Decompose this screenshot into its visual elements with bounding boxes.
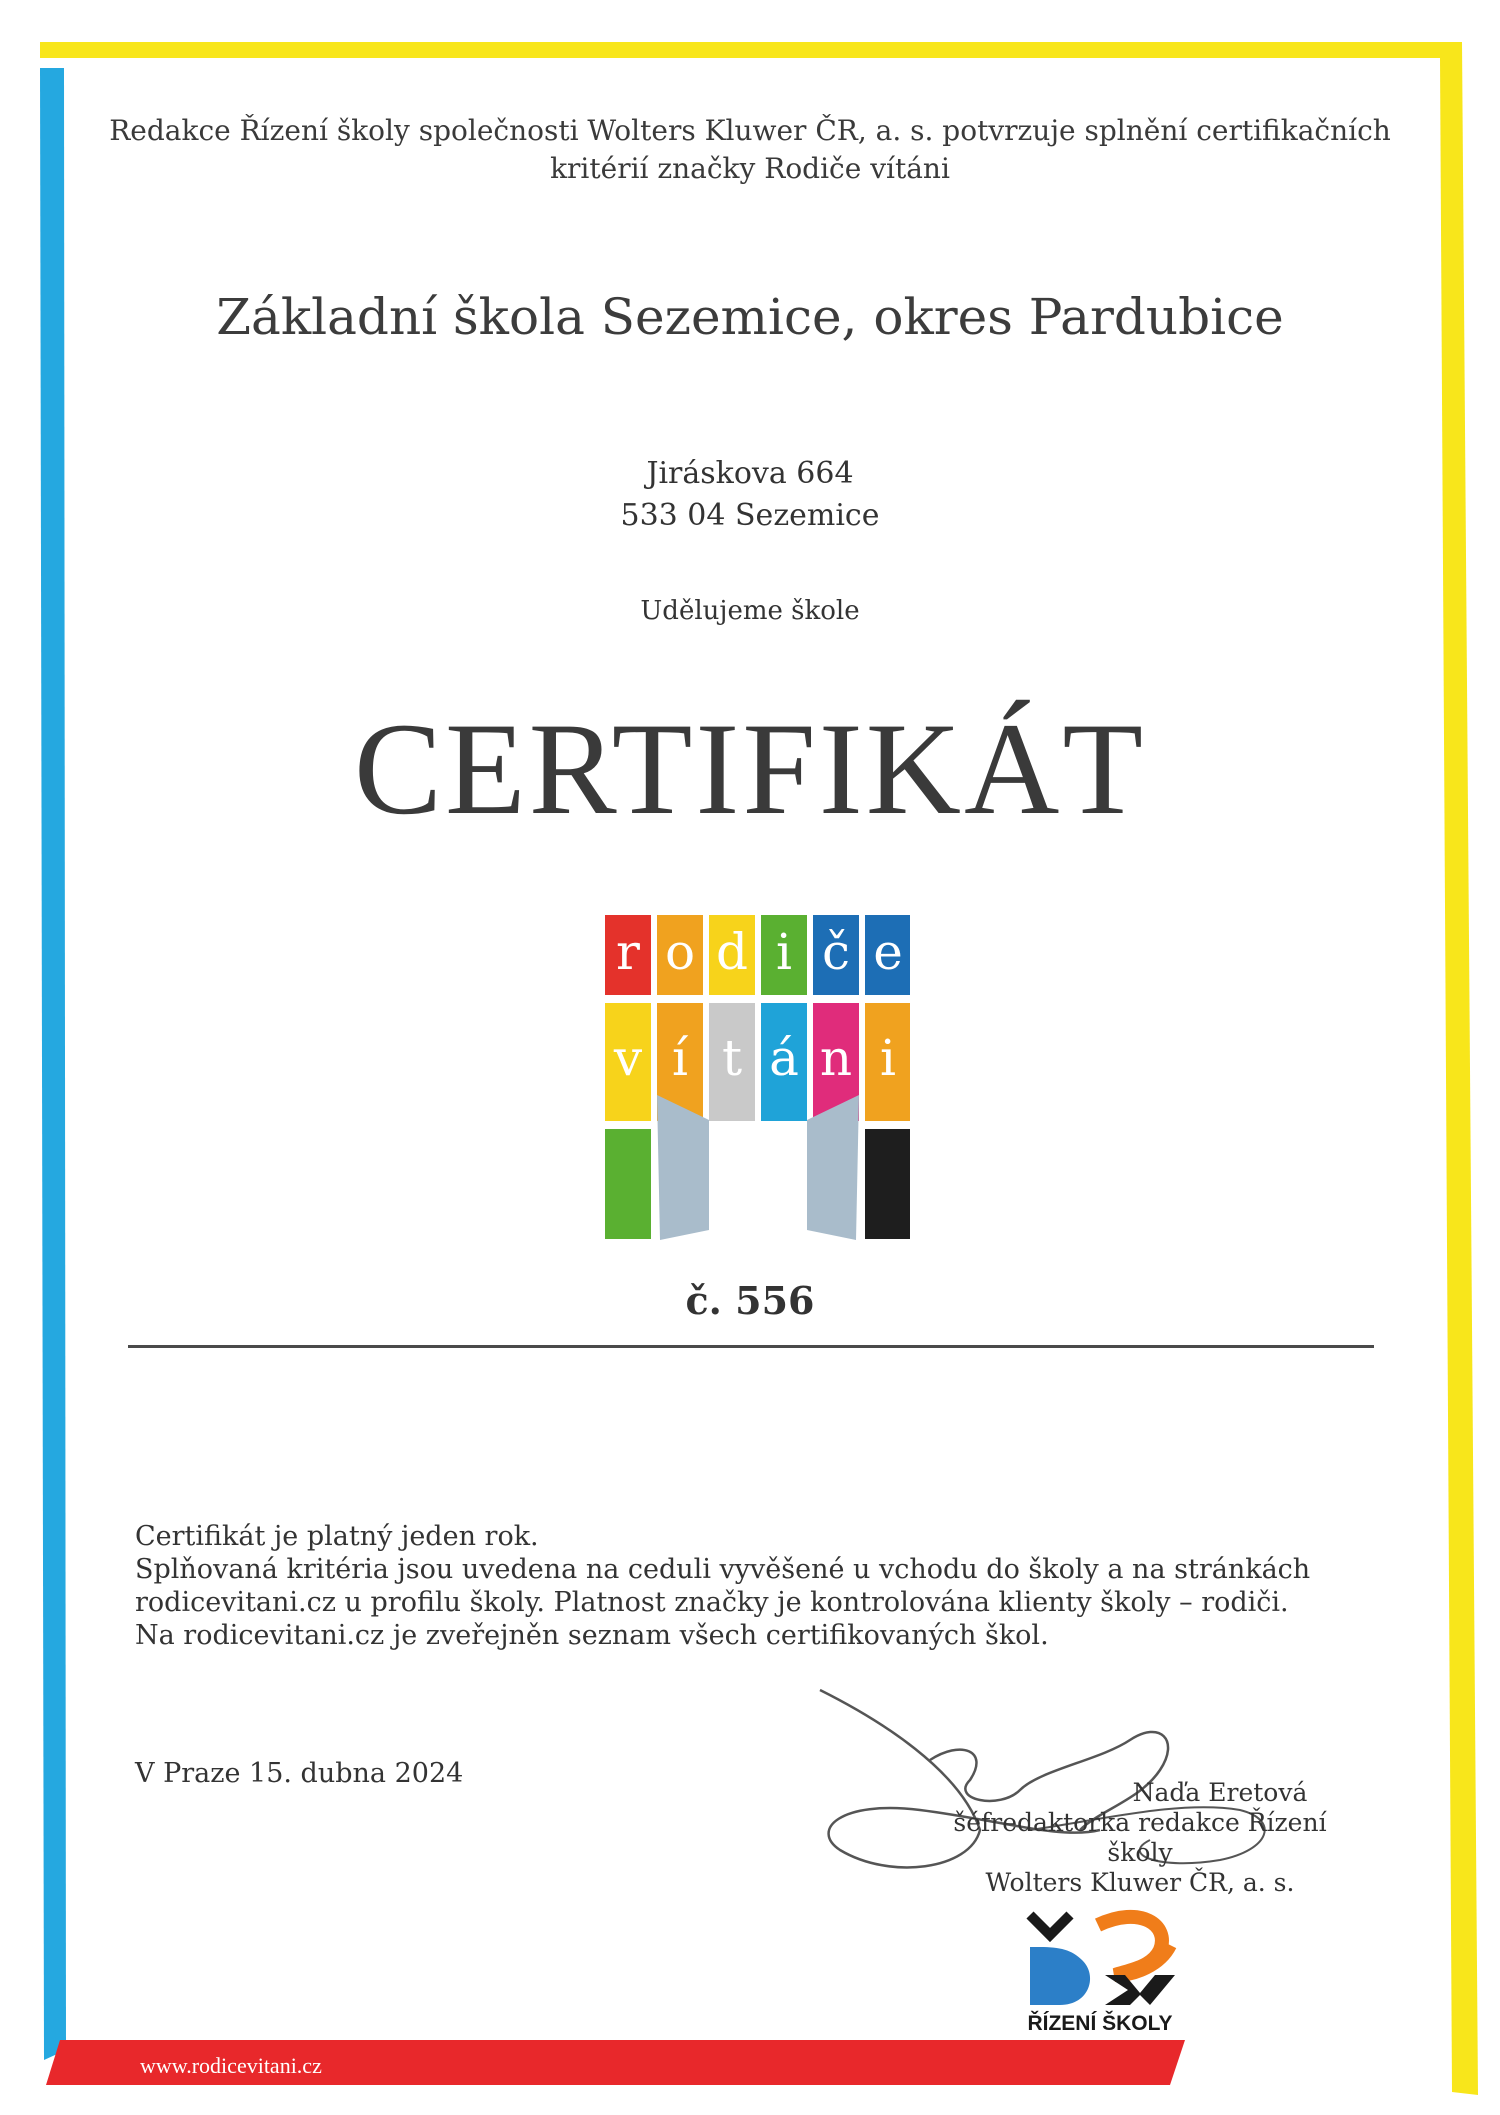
info-line-1: Certifikát je platný jeden rok. [135, 1521, 539, 1552]
rizeni-skoly-logo [1020, 1905, 1190, 2015]
award-line: Udělujeme škole [640, 596, 860, 626]
frame-top-band [40, 42, 1462, 58]
frame-left-band [40, 68, 66, 2060]
logo-letter-i-2: i [880, 1029, 896, 1087]
certificate-number: č. 556 [685, 1278, 815, 1323]
logo-letter-c-caron: č [821, 923, 850, 981]
info-line-3: rodicevitani.cz u profilu školy. Platnost značky je kontrolována klienty školy – rodiči. [135, 1587, 1289, 1618]
certificate-title: CERTIFIKÁT [353, 695, 1147, 842]
logo-letter-d: d [715, 923, 748, 981]
signer-role: šéfredaktorka redakce Řízení školy [953, 1808, 1327, 1867]
logo-letter-o: o [664, 923, 696, 981]
rizeni-skoly-logo-text: ŘÍZENÍ ŠKOLY [1027, 2012, 1173, 2035]
info-line-2: Splňovaná kritéria jsou uvedena na ceduli vyvěšené u vchodu do školy a na stránkách [135, 1554, 1311, 1585]
certificate-issuer-statement [0, 112, 1500, 188]
footer-url[interactable]: www.rodicevitani.cz [140, 2053, 322, 2078]
school-city: 533 04 Sezemice [620, 498, 880, 533]
issuer-line-1: Redakce Řízení školy společnosti Wolters Kluwer ČR, a. s. potvrzuje splnění certifikačních [109, 114, 1391, 147]
rodice-vitani-logo [600, 915, 910, 1255]
school-name: Základní škola Sezemice, okres Pardubice [216, 288, 1284, 346]
logo-letter-r: r [616, 923, 640, 981]
logo-letter-e: e [873, 923, 903, 981]
info-line-4: Na rodicevitani.cz je zveřejněn seznam všech certifikovaných škol. [135, 1620, 1049, 1651]
issuer-line-2: kritérií značky Rodiče vítáni [550, 152, 950, 185]
frame-right-band [1440, 42, 1478, 2095]
logo-letter-i: i [776, 923, 792, 981]
logo-letter-n: n [819, 1029, 853, 1087]
signer-org: Wolters Kluwer ČR, a. s. [985, 1868, 1295, 1897]
signer-name: Naďa Eretová [1132, 1778, 1308, 1807]
logo-letter-v: v [613, 1029, 643, 1087]
issue-date: V Praze 15. dubna 2024 [135, 1758, 464, 1789]
logo-letter-i-acute: í [672, 1029, 688, 1087]
logo-letter-t: t [721, 1029, 743, 1087]
validity-info [135, 1520, 1335, 1652]
logo-letter-a-acute: á [769, 1029, 799, 1087]
school-street: Jiráskova 664 [646, 456, 854, 491]
signer-block [920, 1778, 1360, 1898]
divider-line [128, 1345, 1374, 1348]
